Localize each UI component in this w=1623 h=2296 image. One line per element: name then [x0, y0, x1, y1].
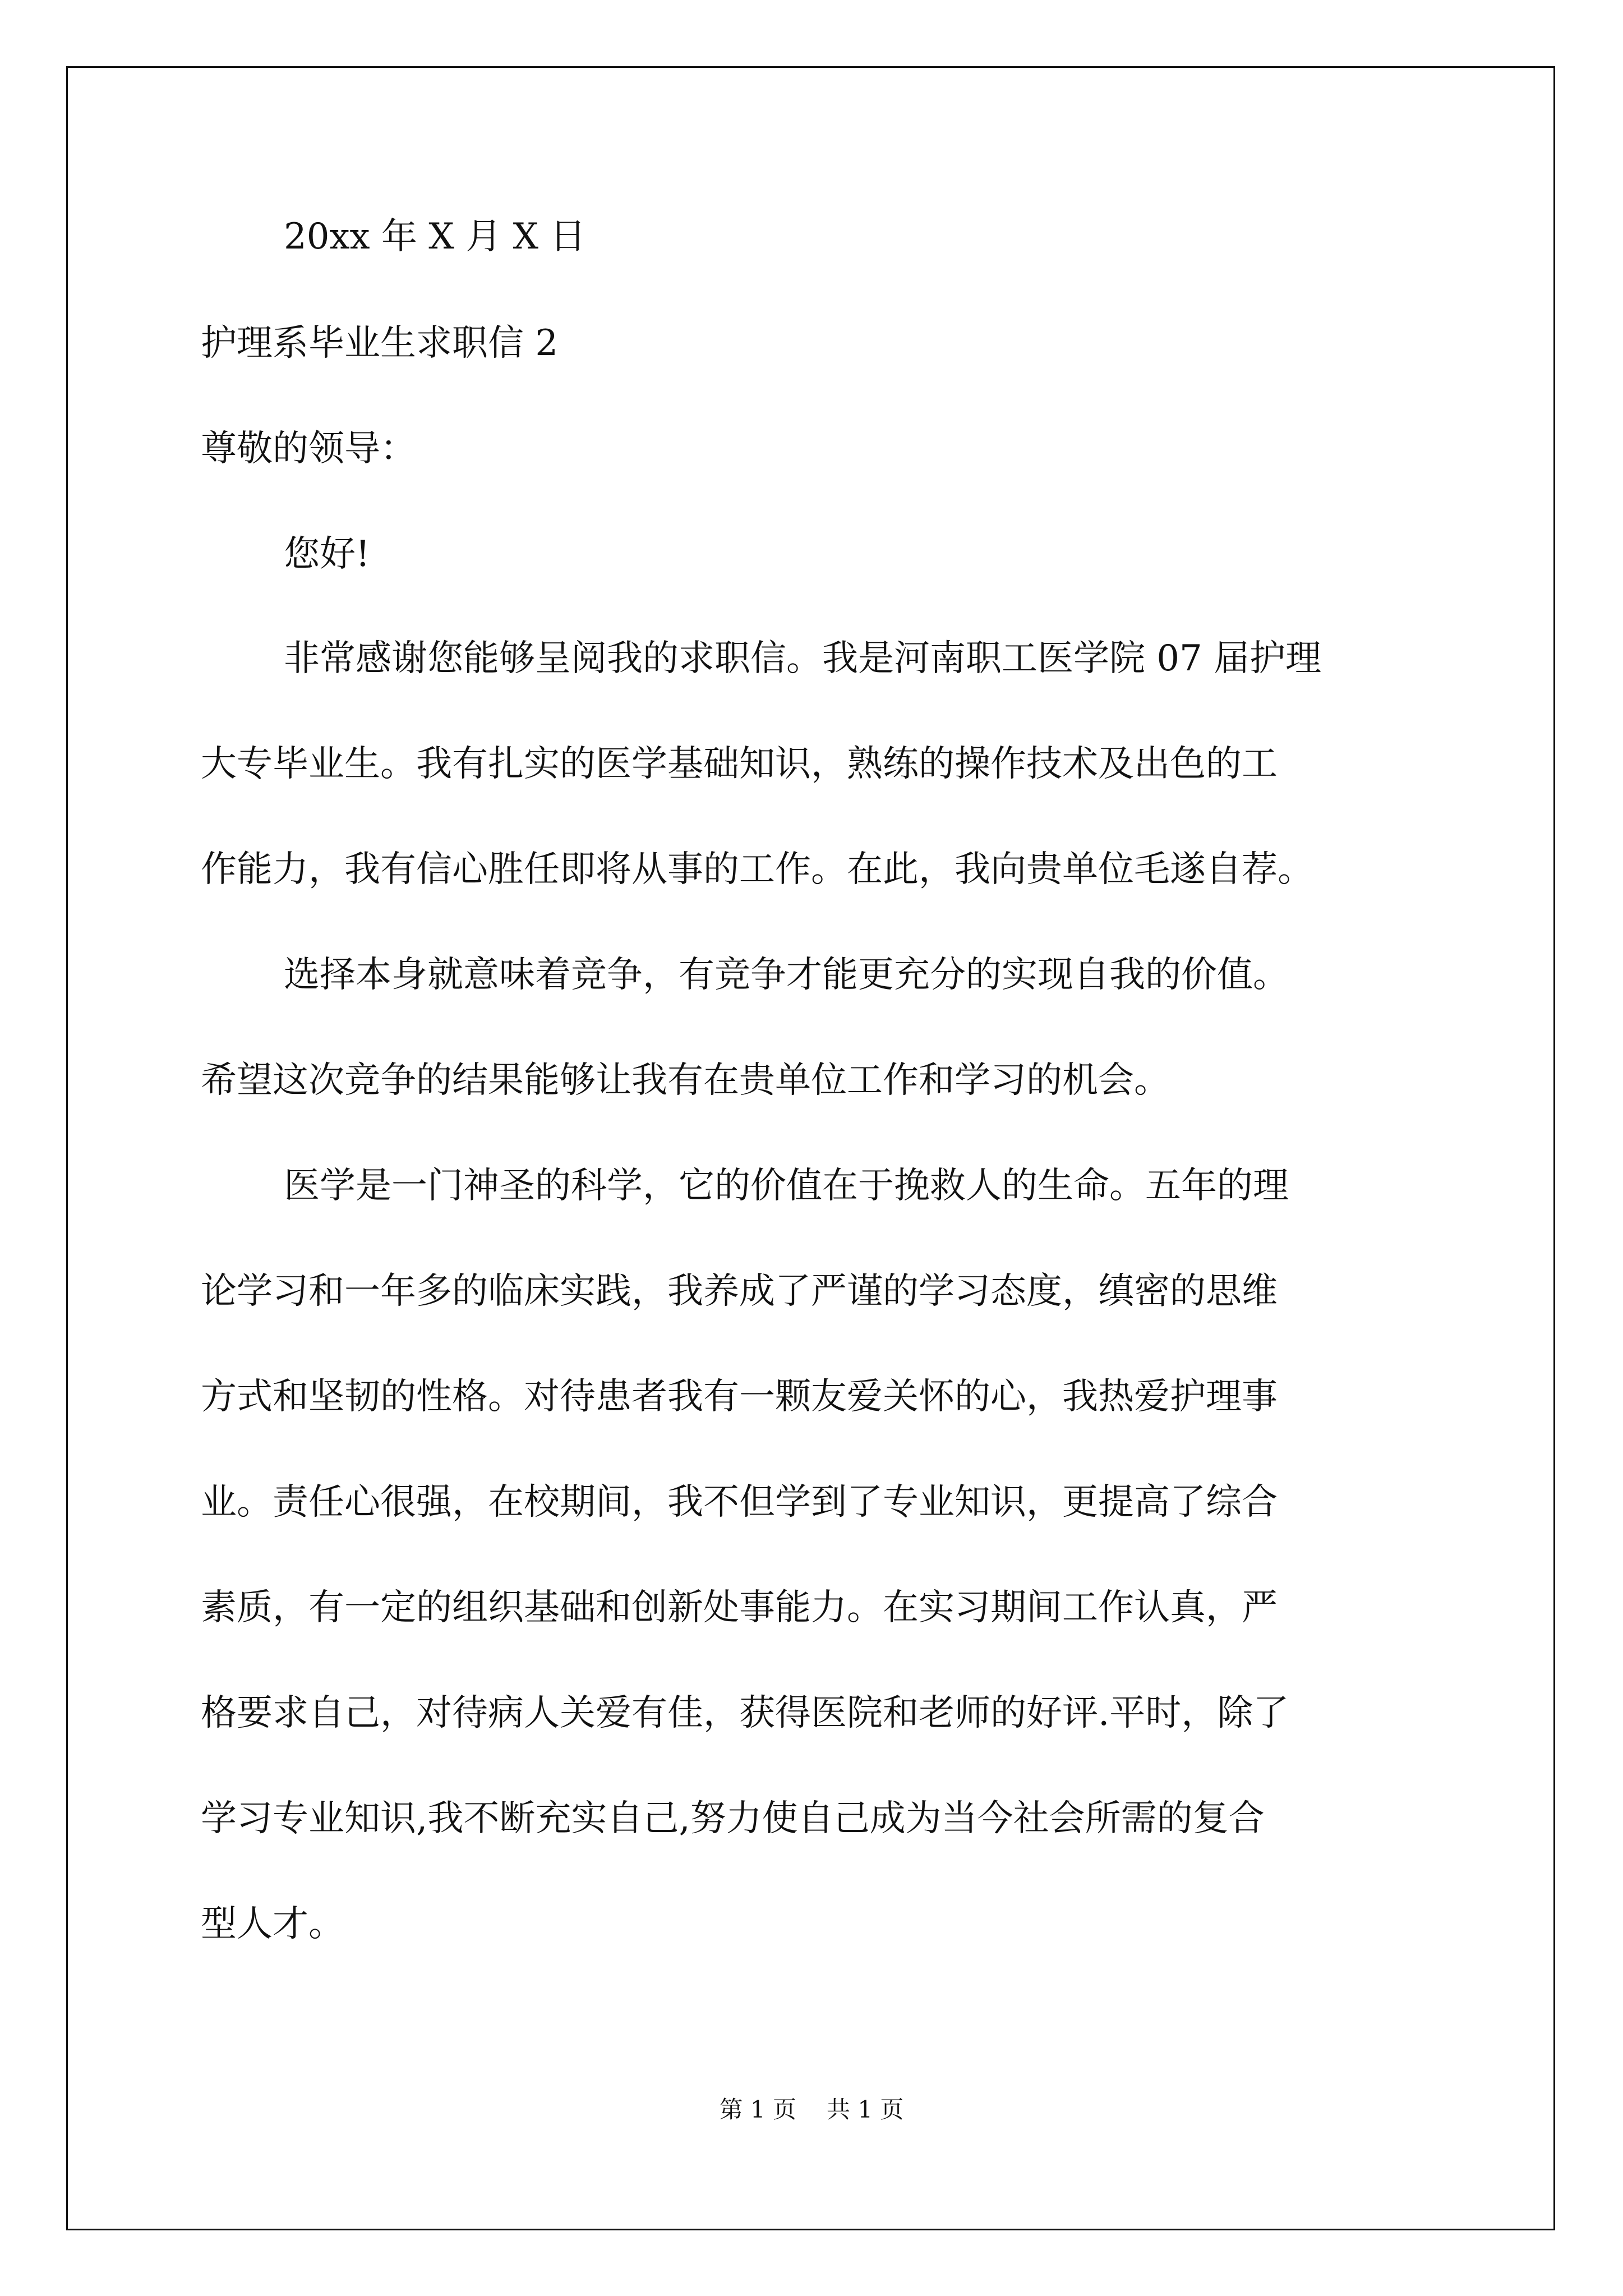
paragraph-intro	[201, 638, 1435, 890]
paragraph-line: 作能力，我有信心胜任即将从事的工作。在此，我向贵单位毛遂自荐。	[201, 849, 1313, 890]
paragraph-line: 希望这次竞争的结果能够让我有在贵单位工作和学习的机会。	[201, 1060, 1170, 1101]
page-number: 第 1 页	[719, 2096, 796, 2123]
paragraph-competition	[201, 954, 1435, 1101]
paragraph-line: 选择本身就意味着竞争，有竞争才能更充分的实现自我的价值。	[284, 954, 1289, 996]
paragraph-line: 学习专业知识,我不断充实自己,努力使自己成为当今社会所需的复合	[201, 1798, 1265, 1839]
letter-title: 护理系毕业生求职信 2	[201, 323, 559, 364]
paragraph-line: 医学是一门神圣的科学，它的价值在于挽救人的生命。五年的理	[284, 1165, 1289, 1207]
paragraph-line: 论学习和一年多的临床实践，我养成了严谨的学习态度，缜密的思维	[201, 1271, 1278, 1312]
letter-salutation: 尊敬的领导：	[201, 428, 416, 470]
paragraph-line: 非常感谢您能够呈阅我的求职信。我是河南职工医学院 07 届护理	[284, 638, 1322, 679]
paragraph-line: 业。责任心很强，在校期间，我不但学到了专业知识，更提高了综合	[201, 1481, 1278, 1523]
paragraph-medicine	[201, 1165, 1435, 1945]
letter-date: 20xx 年 X 月 X 日	[284, 216, 586, 257]
paragraph-line: 型人才。	[201, 1903, 344, 1945]
letter-greeting: 您好!	[284, 533, 370, 575]
paragraph-line: 大专毕业生。我有扎实的医学基础知识，熟练的操作技术及出色的工	[201, 743, 1278, 785]
paragraph-line: 素质，有一定的组织基础和创新处事能力。在实习期间工作认真，严	[201, 1587, 1278, 1628]
page-footer	[0, 2091, 1623, 2125]
letter-body	[201, 216, 1435, 2012]
paragraph-line: 方式和坚韧的性格。对待患者我有一颗友爱关怀的心，我热爱护理事	[201, 1376, 1278, 1418]
page-total: 共 1 页	[827, 2096, 904, 2123]
paragraph-line: 格要求自己，对待病人关爱有佳，获得医院和老师的好评.平时，除了	[201, 1692, 1289, 1734]
